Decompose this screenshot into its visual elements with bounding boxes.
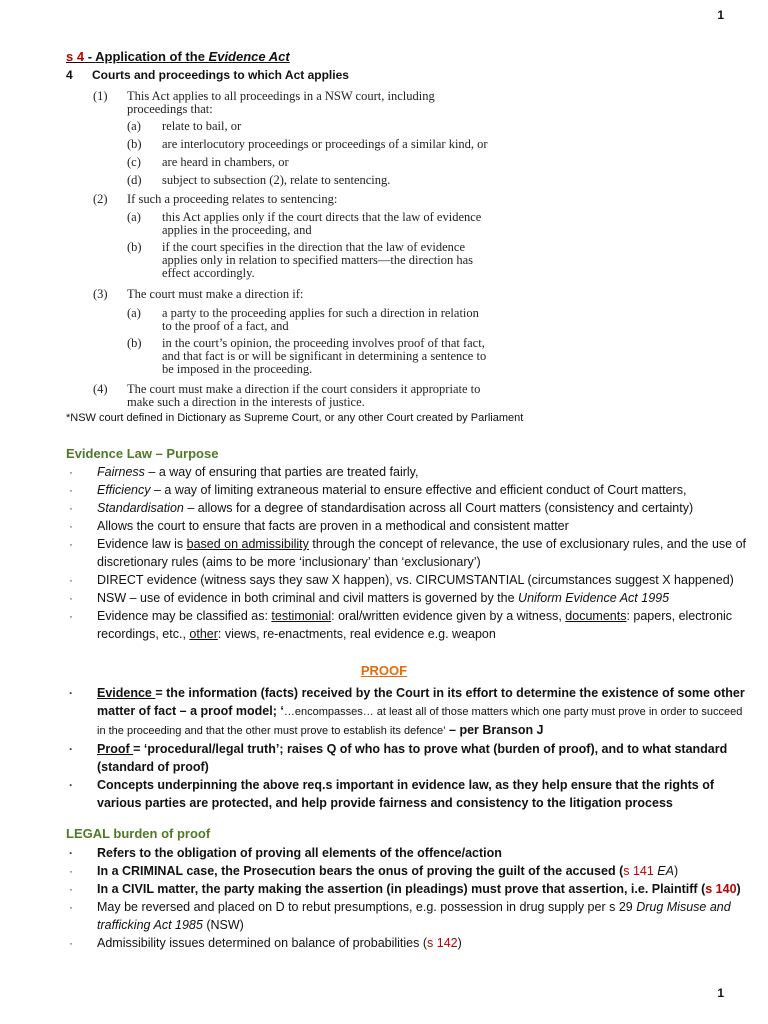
section-ref: s 140 xyxy=(705,882,737,896)
section-ref: s 141 xyxy=(623,864,654,878)
item-text: – a way of ensuring that parties are treated fairly, xyxy=(144,465,419,479)
paragraph-label: (a) xyxy=(127,119,141,133)
statute-line: this Act applies only if the court directs that the law of evidence xyxy=(162,210,482,224)
item-text: May be reversed and placed on D to rebut presumptions, e.g. possession in drug supply per s 29 xyxy=(97,900,637,914)
statute-line: be imposed in the proceeding. xyxy=(162,362,313,376)
proof-list xyxy=(66,684,746,812)
item-text: ) xyxy=(457,936,462,950)
list-item xyxy=(66,607,746,643)
act-name: Uniform Evidence Act 1995 xyxy=(518,591,670,605)
statute-line: make such a direction in the interests of justice. xyxy=(127,395,365,409)
paragraph-label: (b) xyxy=(127,240,142,254)
underlined-term: Evidence xyxy=(97,686,156,700)
paragraph-label: (d) xyxy=(127,173,142,187)
underlined-term: other xyxy=(189,627,218,641)
footnote: *NSW court defined in Dictionary as Supreme Court, or any other Court created by Parliament xyxy=(66,412,524,424)
underlined-term: based on admissibility xyxy=(186,537,309,551)
list-item xyxy=(66,517,746,535)
statute-line: The court must make a direction if the court considers it appropriate to xyxy=(127,382,481,396)
item-text: : papers, electronic recordings, etc., xyxy=(97,609,733,641)
item-text: (NSW) xyxy=(202,918,244,932)
statute-line: are heard in chambers, or xyxy=(162,155,289,169)
item-text: through the concept of relevance, the use of exclusionary rules, and the use of discretionary rules (aims to be more ‘inclusionary’ than ‘exclusionary’) xyxy=(97,537,747,569)
proof-heading: PROOF xyxy=(360,663,408,678)
item-text: – allows for a degree of standardisation across all Court matters (consistency and certainty) xyxy=(183,501,694,515)
statute-line: applies only in relation to specified matters—the direction has xyxy=(162,253,474,267)
underlined-term: documents xyxy=(565,609,627,623)
item-text: In a CRIMINAL case, the Prosecution bears the onus of proving the guilt of the accused ( xyxy=(97,864,624,878)
statute-line: a party to the proceeding applies for such a direction in relation xyxy=(162,306,479,320)
list-item xyxy=(66,740,746,776)
section-ref: s 4 xyxy=(66,49,85,64)
act-heading-text: Courts and proceedings to which Act applies xyxy=(92,68,349,82)
subsection-number: (2) xyxy=(93,192,108,206)
statute-line: and that fact is or will be significant in determining a sentence to xyxy=(162,349,487,363)
list-item xyxy=(66,898,746,934)
item-text: = ‘procedural/legal truth’; raises Q of who has to prove what (burden of proof), and to what standard (standard of proof) xyxy=(97,742,728,774)
list-item xyxy=(66,535,746,571)
section-title-italic: Evidence Act xyxy=(208,49,290,64)
act-heading-number: 4 xyxy=(66,68,73,82)
item-text: Evidence may be classified as: xyxy=(97,609,272,623)
statute-line: effect accordingly. xyxy=(162,266,255,280)
paragraph-label: (a) xyxy=(127,306,141,320)
statute-line: applies in the proceeding, and xyxy=(162,223,312,237)
item-text: Evidence law is xyxy=(97,537,187,551)
paragraph-label: (b) xyxy=(127,336,142,350)
item-text: DIRECT evidence (witness says they saw X happen), vs. CIRCUMSTANTIAL (circumstances suggest X happened) xyxy=(97,573,734,587)
paragraph-label: (b) xyxy=(127,137,142,151)
list-item xyxy=(66,880,746,898)
act-name: Drug Misuse and trafficking Act 1985 xyxy=(97,900,731,932)
list-item xyxy=(66,844,746,862)
statute-line: relate to bail, or xyxy=(162,119,242,133)
statute-line: in the court’s opinion, the proceeding involves proof of that fact, xyxy=(162,336,485,350)
act-abbrev: EA xyxy=(653,864,674,878)
term: Efficiency xyxy=(97,483,151,497)
statute-extract xyxy=(0,0,768,420)
page-number-top: 1 xyxy=(717,8,724,22)
underlined-term: Proof xyxy=(97,742,134,756)
list-item xyxy=(66,463,746,481)
section-sep: - xyxy=(84,49,96,64)
underlined-term: testimonial xyxy=(271,609,332,623)
quote: …encompasses… at least all of those matters which one party must prove in order to succeed in the proceeding and that the other must prove to establish its defence’ xyxy=(97,706,743,737)
section-title-text: Application of the xyxy=(95,49,209,64)
list-item xyxy=(66,684,746,740)
statute-line: if the court specifies in the direction that the law of evidence xyxy=(162,240,466,254)
item-text: Allows the court to ensure that facts are proven in a methodical and consistent matter xyxy=(97,519,569,533)
statute-line: are interlocutory proceedings or proceedings of a similar kind, or xyxy=(162,137,488,151)
item-text: ) xyxy=(736,882,741,896)
list-item xyxy=(66,571,746,589)
statute-line: The court must make a direction if: xyxy=(127,287,304,301)
subsection-number: (3) xyxy=(93,287,108,301)
item-text: ) xyxy=(673,864,679,878)
item-text: Concepts underpinning the above req.s important in evidence law, as they help ensure that the rights of various parties are protected, and help provide fairness and consistency to the litigation process xyxy=(97,778,714,810)
subsection-number: (4) xyxy=(93,382,108,396)
list-item xyxy=(66,499,746,517)
purpose-list xyxy=(66,463,746,643)
item-text: = the information (facts) received by the Court in its effort to determine the existence of some other matter of fact – a proof model; ‘ xyxy=(97,686,745,718)
item-text: : oral/written evidence given by a witness, xyxy=(331,609,566,623)
statute-line: subject to subsection (2), relate to sentencing. xyxy=(162,173,391,187)
item-text: Refers to the obligation of proving all elements of the offence/action xyxy=(97,846,502,860)
term: Standardisation xyxy=(97,501,184,515)
statute-line: This Act applies to all proceedings in a NSW court, including xyxy=(127,89,435,103)
item-text: NSW – use of evidence in both criminal and civil matters is governed by the xyxy=(97,591,519,605)
purpose-heading: Evidence Law – Purpose xyxy=(66,446,219,461)
section-ref: s 142 xyxy=(427,936,458,950)
paragraph-label: (c) xyxy=(127,155,141,169)
item-text: In a CIVIL matter, the party making the assertion (in pleadings) must prove that assertion, i.e. Plaintiff ( xyxy=(97,882,706,896)
paragraph-label: (a) xyxy=(127,210,141,224)
list-item xyxy=(66,589,746,607)
legal-burden-heading: LEGAL burden of proof xyxy=(66,826,211,841)
page-number-bottom: 1 xyxy=(717,986,724,1000)
subsection-number: (1) xyxy=(93,89,108,103)
item-text: – a way of limiting extraneous material to ensure effective and efficient conduct of Court matters, xyxy=(150,483,687,497)
statute-line: If such a proceeding relates to sentencing: xyxy=(127,192,338,206)
list-item xyxy=(66,776,746,812)
term: Fairness xyxy=(97,465,145,479)
legal-list xyxy=(66,844,746,952)
item-text: – per Branson J xyxy=(445,723,544,737)
statute-line: to the proof of a fact, and xyxy=(162,319,289,333)
item-text: : views, re-enactments, real evidence e.g. weapon xyxy=(217,627,496,641)
item-text: Admissibility issues determined on balance of probabilities ( xyxy=(97,936,428,950)
statute-line: proceedings that: xyxy=(127,102,213,116)
list-item xyxy=(66,862,746,880)
list-item xyxy=(66,934,746,952)
list-item xyxy=(66,481,746,499)
